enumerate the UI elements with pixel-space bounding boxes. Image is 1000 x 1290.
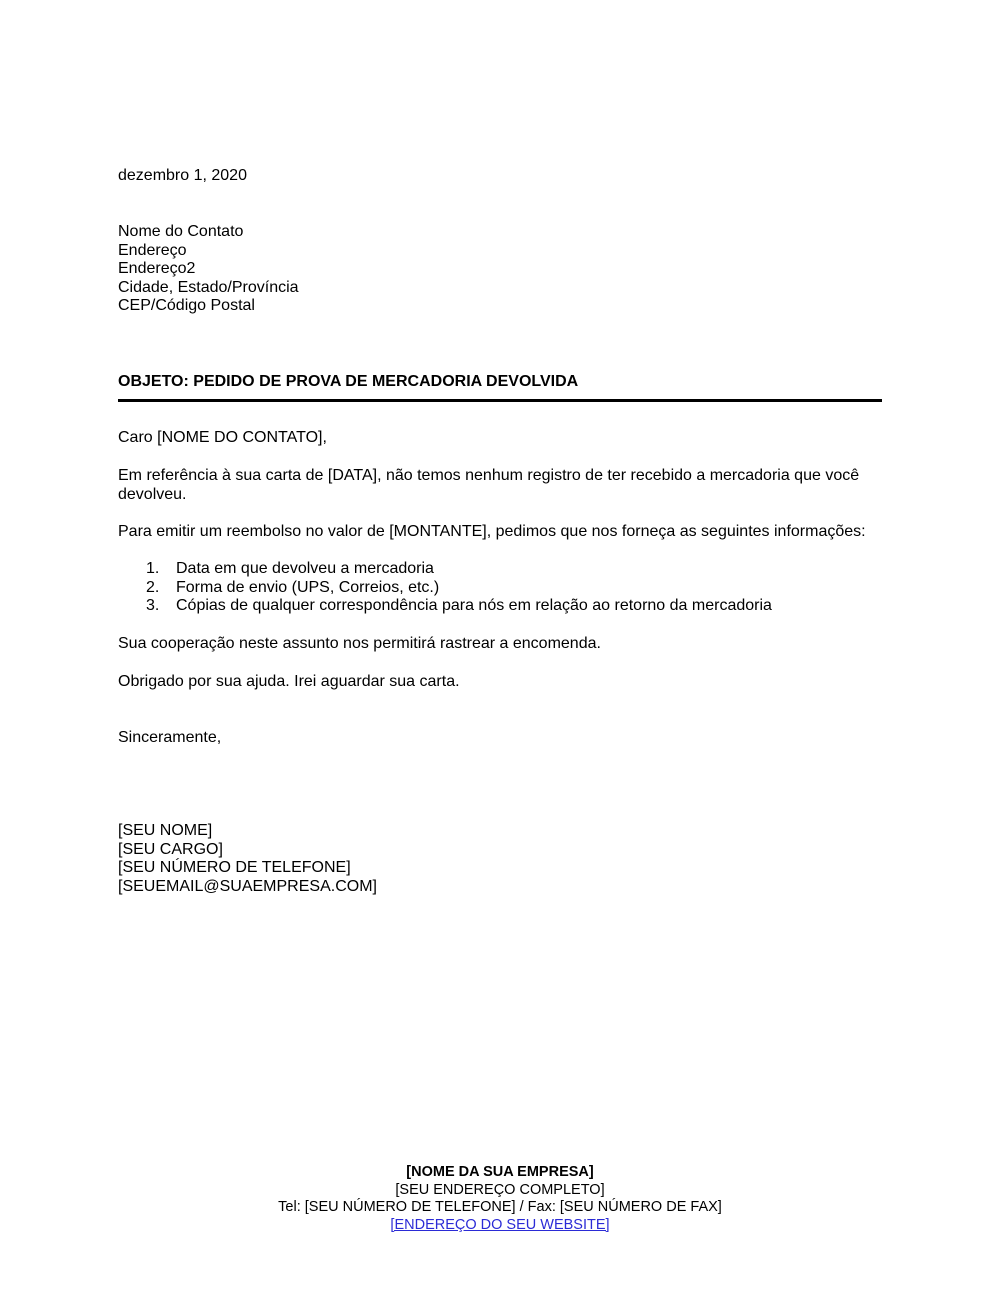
body-paragraph-2: Para emitir um reembolso no valor de [MONTANTE], pedimos que nos forneça as seguintes informações: — [118, 523, 866, 540]
recipient-address-block — [118, 223, 299, 316]
footer-website-link[interactable]: [ENDEREÇO DO SEU WEBSITE] — [390, 1216, 610, 1233]
recipient-postal-code: CEP/Código Postal — [118, 297, 255, 315]
body-paragraph-4: Obrigado por sua ajuda. Irei aguardar sua carta. — [118, 673, 460, 690]
list-item — [118, 579, 772, 598]
list-item-number: 2. — [146, 578, 160, 596]
recipient-address-line-2: Endereço2 — [118, 260, 196, 278]
letter-date: dezembro 1, 2020 — [118, 167, 247, 184]
body-paragraph-3: Sua cooperação neste assunto nos permitirá rastrear a encomenda. — [118, 635, 601, 652]
list-item-text: Forma de envio (UPS, Correios, etc.) — [176, 578, 440, 596]
signer-email: [SEUEMAIL@SUAEMPRESA.COM] — [118, 877, 377, 895]
list-item — [118, 597, 772, 616]
signer-phone: [SEU NÚMERO DE TELEFONE] — [118, 859, 351, 877]
footer-address: [SEU ENDEREÇO COMPLETO] — [395, 1181, 605, 1198]
list-item-number: 3. — [146, 597, 160, 615]
body-paragraph-1: Em referência à sua carta de [DATA], não temos nenhum registro de ter recebido a mercadoria que você devolveu. — [118, 467, 860, 503]
letterhead-footer — [0, 1164, 1000, 1234]
signature-block — [118, 822, 377, 896]
list-item-text: Cópias de qualquer correspondência para nós em relação ao retorno da mercadoria — [176, 597, 772, 615]
greeting: Caro [NOME DO CONTATO], — [118, 429, 327, 446]
signer-name: [SEU NOME] — [118, 822, 213, 839]
recipient-name: Nome do Contato — [118, 223, 244, 240]
footer-company-name: [NOME DA SUA EMPRESA] — [406, 1164, 594, 1180]
recipient-city-state: Cidade, Estado/Província — [118, 278, 299, 296]
list-item-text: Data em que devolveu a mercadoria — [176, 560, 434, 577]
signer-title: [SEU CARGO] — [118, 840, 223, 858]
list-item — [118, 560, 772, 579]
footer-contact: Tel: [SEU NÚMERO DE TELEFONE] / Fax: [SEU NÚMERO DE FAX] — [278, 1199, 722, 1215]
subject-divider — [118, 399, 882, 402]
requested-info-list — [118, 560, 772, 616]
list-item-number: 1. — [146, 560, 160, 577]
closing: Sinceramente, — [118, 729, 222, 746]
subject-heading: OBJETO: PEDIDO DE PROVA DE MERCADORIA DEVOLVIDA — [118, 373, 579, 390]
recipient-address-line-1: Endereço — [118, 241, 187, 259]
